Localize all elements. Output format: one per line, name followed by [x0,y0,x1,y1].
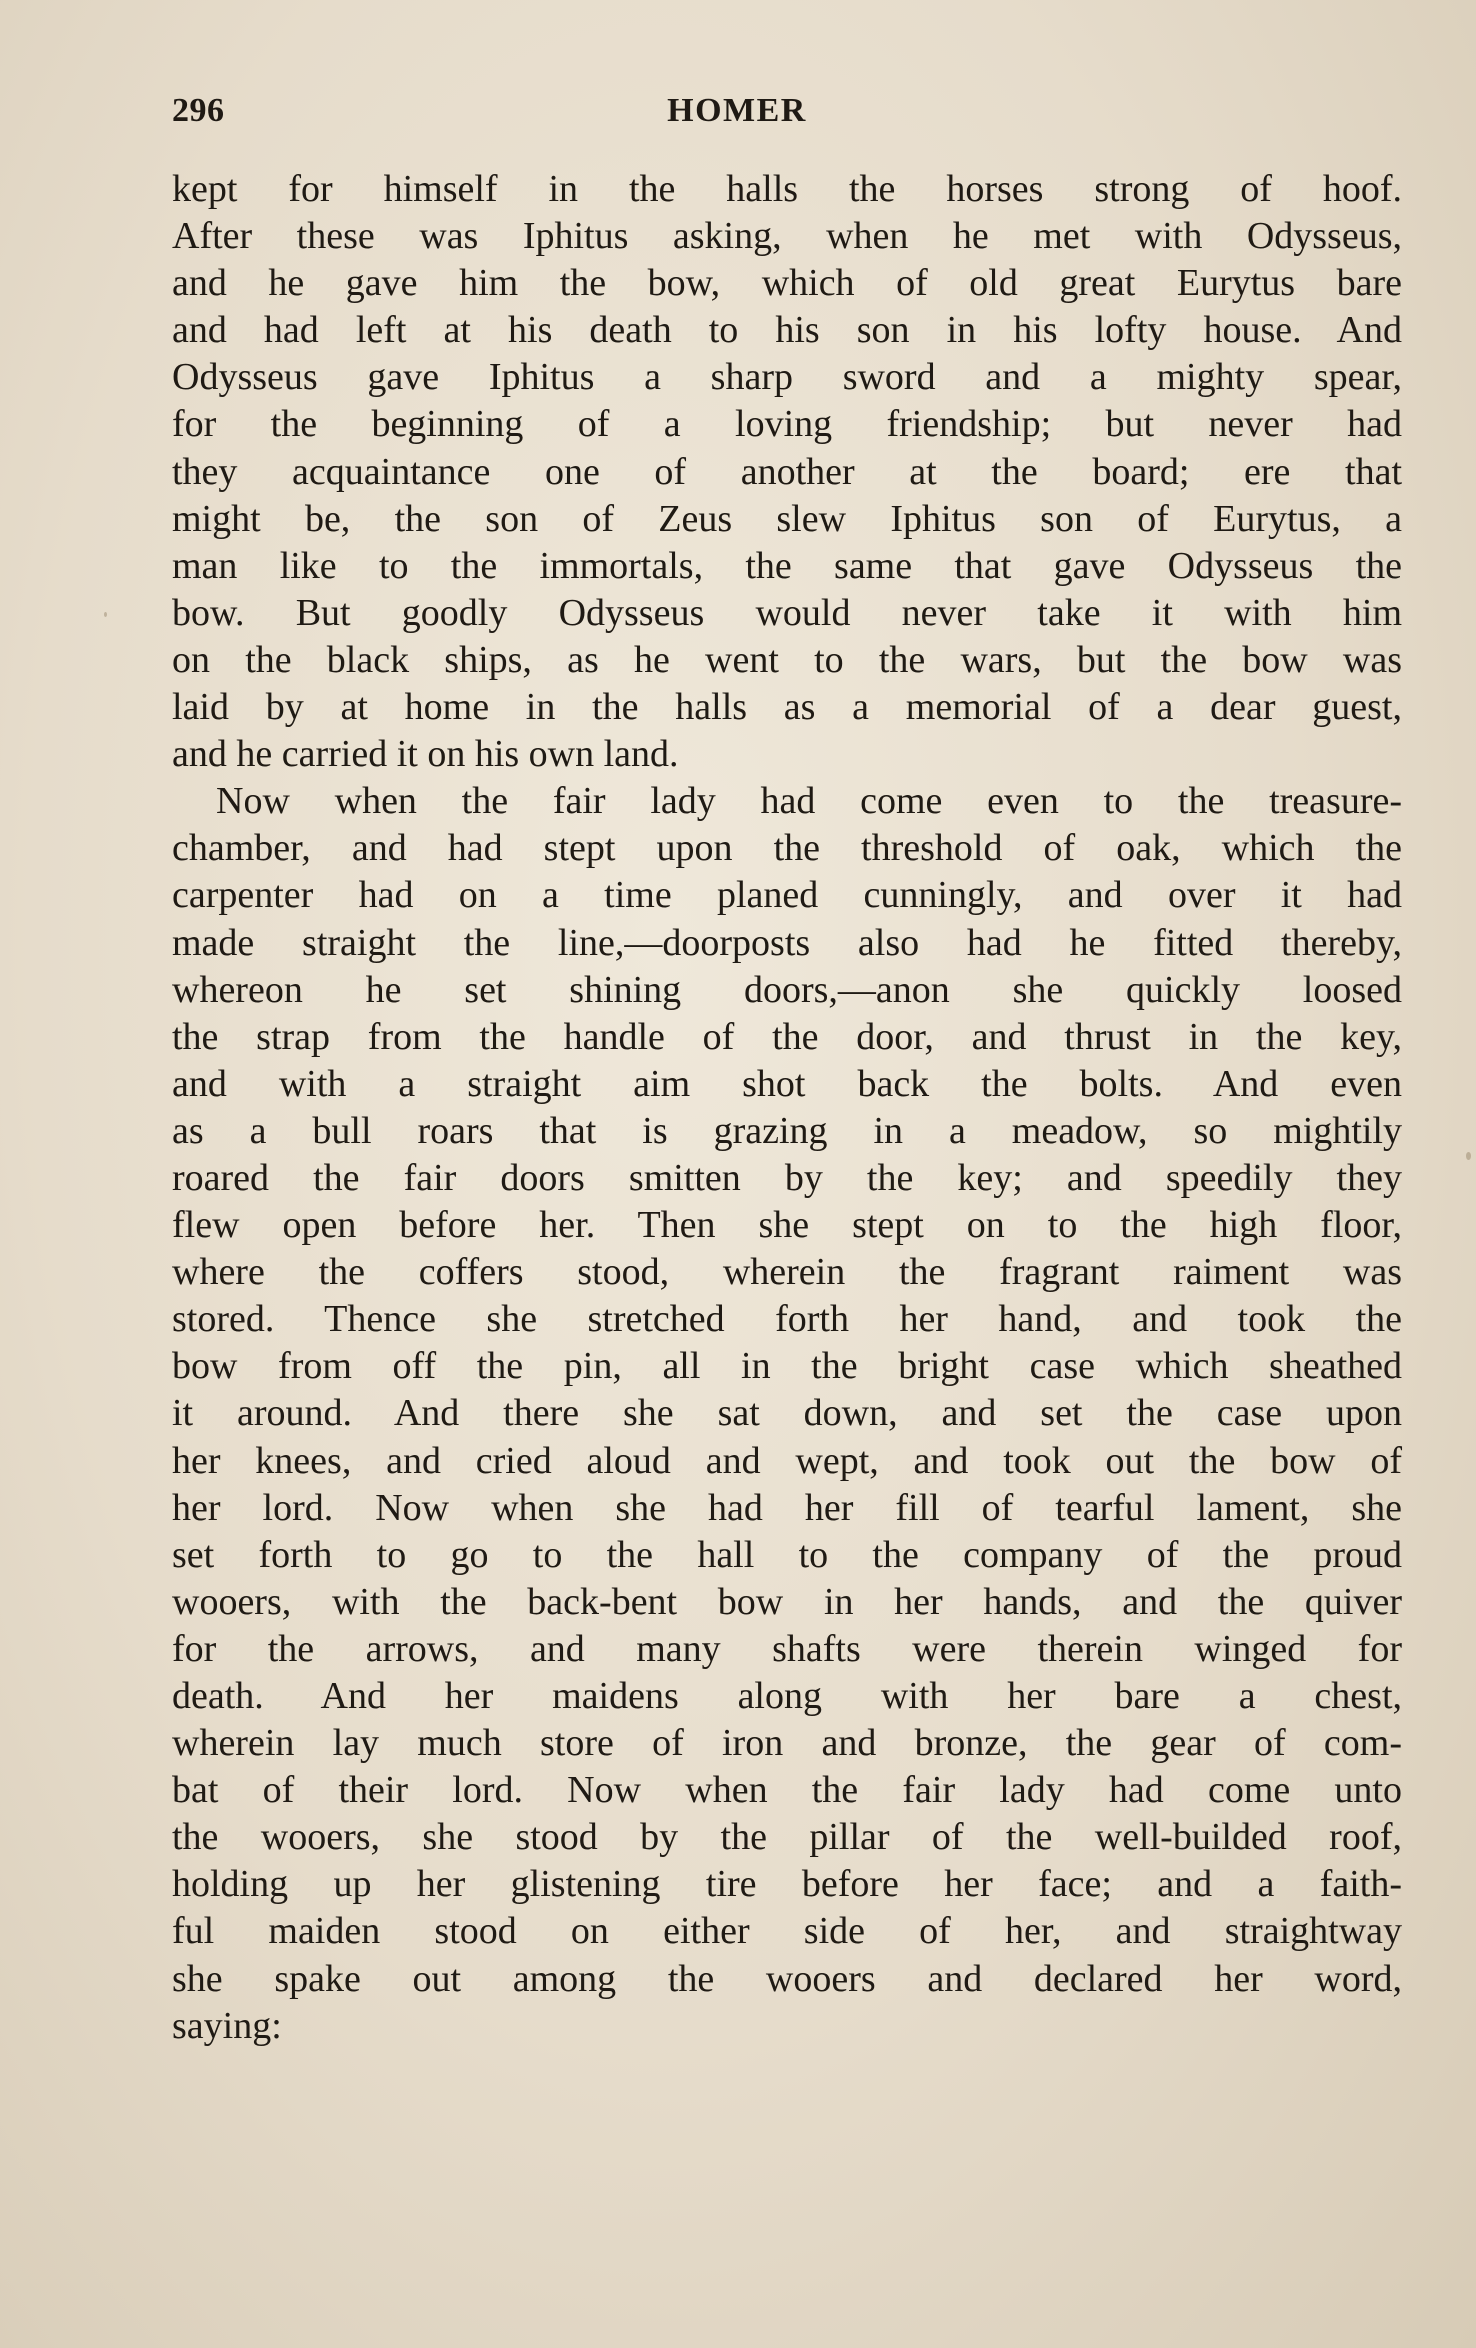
text-line: they acquaintance one of another at the board; ere that [172,450,1402,493]
text-line: stored. Thence she stretched forth her hand, and took the [172,1298,1402,1341]
text-line: kept for himself in the halls the horses strong of hoof. [172,168,1402,210]
text-line: she spake out among the wooers and declared her word, [172,1957,1402,2000]
text-line: laid by at home in the halls as a memorial of a dear guest, [172,686,1402,729]
body-text [172,166,1402,2050]
paper-speck [104,612,107,617]
text-line: and he carried it on his own land. [172,733,679,776]
text-line: as a bull roars that is grazing in a meadow, so mightily [172,1109,1402,1152]
running-title: HOMER [667,92,807,129]
text-line: man like to the immortals, the same that gave Odysseus the [172,544,1402,587]
text-line: wooers, with the back-bent bow in her hands, and the quiver [172,1580,1402,1623]
text-line: and he gave him the bow, which of old great Eurytus bare [172,262,1402,305]
text-line: whereon he set shining doors,—anon she quickly loosed [172,968,1402,1011]
text-line: holding up her glistening tire before her face; and a faith- [172,1863,1402,1906]
text-line: bat of their lord. Now when the fair lady had come unto [172,1769,1402,1812]
text-line: Now when the fair lady had come even to the treasure- [216,780,1402,823]
paragraph-1 [172,166,1402,778]
text-line: it around. And there she sat down, and set the case upon [172,1392,1402,1435]
text-line: for the beginning of a loving friendship; but never had [172,403,1402,446]
text-line: wherein lay much store of iron and bronze, the gear of com- [172,1722,1402,1765]
text-line: saying: [172,2004,282,2047]
text-line: death. And her maidens along with her bare a chest, [172,1675,1402,1717]
running-head [172,92,1402,142]
text-line: and with a straight aim shot back the bolts. And even [172,1062,1402,1105]
text-line: After these was Iphitus asking, when he met with Odysseus, [172,215,1402,258]
text-line: the strap from the handle of the door, and thrust in the key, [172,1015,1402,1058]
text-line: where the coffers stood, wherein the fragrant raiment was [172,1251,1402,1294]
text-line: her lord. Now when she had her fill of tearful lament, she [172,1486,1402,1529]
text-line: made straight the line,—doorposts also had he fitted thereby, [172,921,1402,964]
text-line: flew open before her. Then she stept on to the high floor, [172,1204,1402,1247]
text-line: might be, the son of Zeus slew Iphitus son of Eurytus, a [172,497,1402,540]
text-line: bow. But goodly Odysseus would never take it with him [172,591,1402,634]
text-line: carpenter had on a time planed cunningly, and over it had [172,874,1402,917]
text-line: on the black ships, as he went to the wars, but the bow was [172,638,1402,681]
text-line: her knees, and cried aloud and wept, and took out the bow of [172,1439,1402,1482]
text-line: bow from off the pin, all in the bright case which sheathed [172,1345,1402,1388]
text-line: set forth to go to the hall to the company of the proud [172,1533,1402,1576]
text-line: ful maiden stood on either side of her, and straightway [172,1910,1402,1953]
text-line: roared the fair doors smitten by the key; and speedily they [172,1156,1402,1199]
paper-speck [1466,1152,1471,1160]
text-line: for the arrows, and many shafts were therein winged for [172,1627,1402,1670]
text-line: the wooers, she stood by the pillar of the well-builded roof, [172,1816,1402,1859]
text-line: chamber, and had stept upon the threshold of oak, which the [172,827,1402,870]
text-line: Odysseus gave Iphitus a sharp sword and a mighty spear, [172,356,1402,399]
text-line: and had left at his death to his son in his lofty house. And [172,309,1402,352]
paragraph-2 [172,778,1402,2050]
page-number: 296 [172,92,225,129]
